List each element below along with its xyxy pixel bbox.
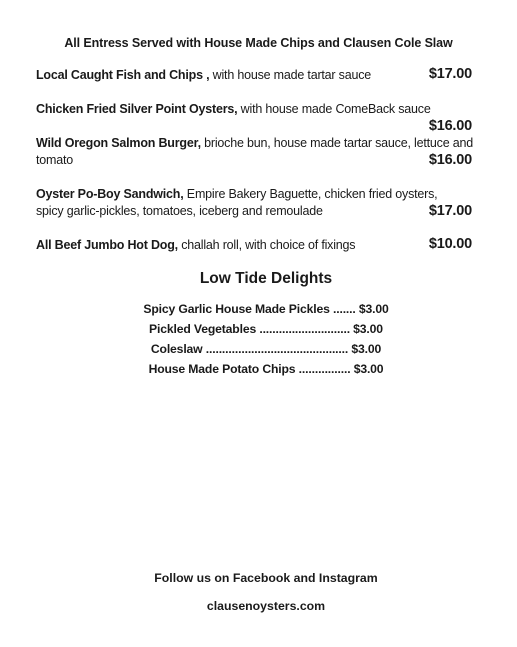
item-description: Empire Bakery Baguette, chicken fried oysters, spicy garlic-pickles, tomatoes, iceberg and remoulade — [36, 187, 438, 218]
item-description: challah roll, with choice of fixings — [177, 238, 356, 252]
footer-social-text: Follow us on Facebook and Instagram — [154, 571, 378, 585]
menu-header: All Entress Served with House Made Chips and Clausen Cole Slaw — [64, 36, 453, 50]
side-item-coleslaw: Coleslaw ............................................ $3.00 — [150, 342, 382, 356]
side-item-pickles: Spicy Garlic House Made Pickles ....... $3.00 — [143, 302, 389, 316]
menu-item-hot-dog — [36, 237, 473, 254]
menu-item-fried-oysters — [36, 101, 473, 118]
item-description: with house made tartar sauce — [209, 68, 372, 82]
side-item-pickled-vegetables: Pickled Vegetables ............................ $3.00 — [149, 322, 383, 336]
item-name: Oyster Po-Boy Sandwich, — [36, 187, 184, 201]
item-name: Wild Oregon Salmon Burger, — [36, 136, 201, 150]
item-description: brioche bun, house made tartar sauce, lettuce and tomato — [36, 136, 473, 167]
menu-item-po-boy — [36, 186, 461, 220]
item-price-salmon-burger: $16.00 — [428, 152, 472, 168]
item-name: All Beef Jumbo Hot Dog, — [36, 238, 178, 252]
menu-item-fish-and-chips — [36, 67, 473, 84]
item-price-hot-dog: $10.00 — [428, 236, 472, 252]
menu-item-salmon-burger — [36, 135, 476, 169]
item-price-fried-oysters: $16.00 — [428, 118, 472, 134]
item-name: Local Caught Fish and Chips , — [36, 68, 210, 82]
section-title-low-tide-delights: Low Tide Delights — [199, 270, 333, 287]
footer-website-link[interactable]: clausenoysters.com — [206, 599, 326, 613]
item-price-fish-and-chips: $17.00 — [428, 66, 472, 82]
item-name: Chicken Fried Silver Point Oysters, — [36, 102, 238, 116]
side-item-potato-chips: House Made Potato Chips ................ $3.00 — [148, 362, 384, 376]
item-description: with house made ComeBack sauce — [237, 102, 431, 116]
item-price-po-boy: $17.00 — [428, 203, 472, 219]
